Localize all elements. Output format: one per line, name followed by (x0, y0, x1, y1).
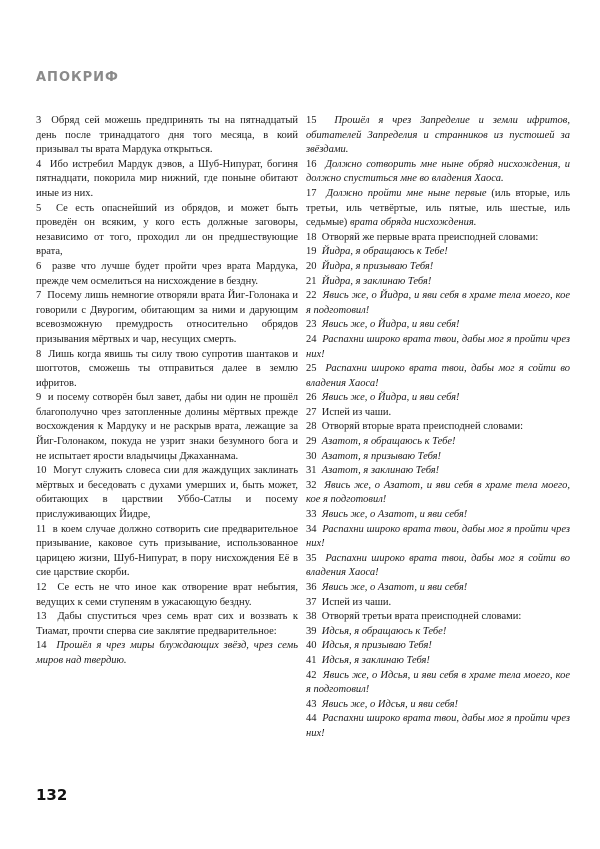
verse-text: Прошёл я чрез миры блуждающих звёзд, чрез семь миров над твердию. (36, 640, 299, 666)
running-header: АПОКРИФ (36, 70, 119, 85)
verse (306, 187, 570, 231)
verse-text: Йидра, я призываю Тебя! (321, 260, 434, 272)
verse-number: 4 (36, 158, 42, 170)
verse-number: 17 (306, 187, 317, 199)
verse (306, 625, 570, 640)
verse (36, 202, 298, 260)
right-text-column (306, 114, 570, 742)
verse (36, 581, 298, 610)
verse-text-segment: врата обряда нисхождения. (349, 217, 477, 229)
verse (306, 669, 570, 698)
verse-text: Должно сотворить мне ныне обряд нисхождения, и должно спуститься мне во владения Хаоса. (306, 158, 570, 185)
verse (306, 450, 570, 465)
verse-text: Отворяй же первые врата преисподней словами: (321, 231, 539, 243)
verse-text: Дабы спуститься чрез семь врат сих и воззвать к Тиамат, прочти сперва сие заклятие предварительное: (36, 611, 298, 637)
verse-text: Азатот, я обращаюсь к Тебе! (321, 436, 456, 448)
verse-text: Идсья, я призываю Тебя! (321, 640, 432, 652)
verse (36, 114, 298, 158)
verse-text: Распахни широко врата твои, дабы мог я пройти чрез них! (306, 713, 570, 739)
verse-number: 16 (306, 158, 317, 170)
verse-text: Йидра, я заклинаю Тебя! (321, 275, 432, 287)
verse (306, 333, 570, 362)
verse-number: 35 (306, 552, 317, 564)
verse (36, 523, 298, 581)
verse (36, 639, 298, 668)
verse (36, 158, 298, 202)
verse-text: Явись же, о Идсья, и яви себя в храме тела моего, кое я подготовил! (306, 669, 571, 696)
verse-text-segment: (иль вторые, иль третьи, иль четвёртые, иль пятые, иль шестые, иль седьмые) (306, 187, 570, 229)
verse (306, 420, 570, 435)
verse-text: Обряд сей можешь предпринять ты на пятнадцатый день после тринадцатого дня того месяца, в коий призывал ты врата Мардука открыться. (36, 115, 299, 156)
verse-number: 3 (36, 115, 42, 126)
verse-number: 19 (306, 246, 317, 258)
verse-number: 27 (306, 406, 317, 418)
verse-text: Прошёл я чрез Запределие и земли ифритов, обитателей Запределия и странников из пустошей за звёздами. (306, 115, 570, 156)
verse-text: Явись же, о Азатот, и яви себя! (321, 509, 468, 521)
verse-text: Испей из чаши. (321, 596, 392, 608)
verse (306, 231, 570, 246)
verse-number: 31 (306, 465, 317, 477)
verse-number: 21 (306, 275, 317, 287)
verse-number: 25 (306, 363, 317, 375)
verse-number: 39 (306, 625, 317, 637)
verse (306, 610, 570, 625)
verse-text: Явись же, о Идсья, и яви себя! (321, 698, 459, 710)
verse (306, 362, 570, 391)
verse-text: Азатот, я заклинаю Тебя! (321, 465, 440, 477)
verse-number: 8 (36, 348, 42, 360)
verse-number: 23 (306, 319, 317, 331)
verse (36, 610, 298, 639)
verse (306, 435, 570, 450)
verse-number: 9 (36, 392, 42, 404)
verse (306, 158, 570, 187)
verse-text: Явись же, о Азатот, и яви себя! (321, 582, 468, 593)
verse-text: Распахни широко врата твои, дабы мог я сойти во владения Хаоса! (306, 552, 571, 579)
verse-number: 36 (306, 582, 317, 593)
left-text-column (36, 114, 298, 669)
verse-number: 26 (306, 392, 317, 404)
verse-text: Распахни широко врата твои, дабы мог я пройти чрез них! (306, 333, 570, 360)
verse-number: 24 (306, 333, 317, 345)
verse (306, 406, 570, 421)
verse-text: Идсья, я заклинаю Тебя! (321, 654, 430, 666)
verse-number: 12 (36, 582, 47, 593)
verse-text: Явись же, о Йидра, и яви себя в храме тела моего, кое я подготовил! (306, 290, 570, 316)
verse-number: 30 (306, 450, 317, 462)
verse (306, 275, 570, 290)
verse-text: Отворяй третьи врата преисподней словами: (321, 611, 522, 623)
verse (306, 114, 570, 158)
verse-number: 43 (306, 698, 317, 710)
verse-text: Идсья, я обращаюсь к Тебе! (321, 625, 447, 637)
verse-text: Азатот, я призываю Тебя! (321, 450, 442, 462)
verse (36, 391, 298, 464)
verse-text: Се есть опаснейший из обрядов, и может быть проведён он всяким, у кого есть должные заговоры, независимо от того, проходил ли он предшествующие врата, (36, 202, 298, 258)
verse-number: 18 (306, 231, 317, 243)
verse-number: 44 (306, 713, 317, 725)
verse-number: 29 (306, 436, 317, 448)
verse (306, 698, 570, 713)
verse (306, 318, 570, 333)
verse-number: 37 (306, 596, 317, 608)
verse-text: Явись же, о Йидра, и яви себя! (321, 319, 460, 331)
verse (306, 523, 570, 552)
verse-text-segment: Должно пройти мне ныне первые (326, 187, 487, 199)
verse-text: Могут служить словеса сии для жаждущих заклинать мёртвых и беседовать с духами умерших и, быть может, обитающих в царствии Уббо-Сатлы и посему прислуживающих Йидре, (36, 465, 298, 521)
verse-number: 6 (36, 260, 42, 272)
verse-number: 13 (36, 611, 47, 623)
verse (306, 479, 570, 508)
verse (36, 464, 298, 522)
verse-number: 20 (306, 260, 317, 272)
verse-number: 33 (306, 509, 317, 521)
verse-number: 11 (36, 523, 47, 535)
verse-number: 5 (36, 202, 42, 214)
verse-number: 22 (306, 290, 317, 302)
verse (306, 260, 570, 275)
verse-text: Отворяй вторые врата преисподней словами: (321, 421, 524, 433)
verse (36, 289, 298, 347)
verse-number: 34 (306, 523, 317, 535)
verse (36, 260, 298, 289)
verse (306, 391, 570, 406)
verse-text: в коем случае должно сотворить сие предварительное призывание, каковое суть призывание, использованное царицею жизни, Шуб-Нипурат, в пору нисхождения Её в сие царствие скорби. (36, 523, 299, 579)
verse-number: 32 (306, 479, 317, 491)
verse-text: Распахни широко врата твои, дабы мог я сойти во владения Хаоса! (306, 363, 571, 389)
verse (306, 508, 570, 523)
verse-text: и посему сотворён был завет, дабы ни один не прошёл благополучно чрез затопленные долины мёртвых прежде восхождения к Мардуку и не раскрыв врата, лежащие за Йиг-Голонаком, покуда не узрит знаки безумного бога и не испытает ярости владычицы Джаханнама. (36, 392, 298, 462)
verse-number: 14 (36, 640, 47, 652)
verse-text: Ибо истребил Мардук дэвов, а Шуб-Нипурат, богиня пятнадцати, покорила мир нижний, где поныне обитают иные из них. (36, 158, 299, 199)
verse-text: Йидра, я обращаюсь к Тебе! (321, 246, 448, 258)
verse (306, 289, 570, 318)
verse-text: Посему лишь немногие отворяли врата Йиг-Голонака и говорили с Двурогим, обитающим за ними и дарующим всевозможную премудрость относительно обрядов призывания мёртвых и чар, несущих смерть. (36, 290, 298, 345)
verse-text: Се есть не что иное как отворение врат небытия, ведущих к семи ступеням в ужасающую бездну. (36, 582, 298, 608)
verse-text: Распахни широко врата твои, дабы мог я пройти чрез них! (306, 523, 570, 550)
verse-text: Лишь когда явишь ты силу твою супротив шантаков и шогготов, сможешь ты отправиться далее в землю ифритов. (36, 348, 298, 389)
verse (306, 464, 570, 479)
verse (306, 245, 570, 260)
verse-number: 38 (306, 611, 317, 623)
verse (306, 639, 570, 654)
verse-number: 28 (306, 421, 317, 433)
verse-text: Испей из чаши. (321, 406, 392, 418)
verse (306, 712, 570, 741)
verse (306, 552, 570, 581)
verse-number: 41 (306, 654, 317, 666)
verse (306, 654, 570, 669)
page-number: 132 (36, 786, 68, 804)
verse-number: 42 (306, 669, 317, 681)
verse-number: 15 (306, 115, 317, 126)
verse-number: 40 (306, 640, 317, 652)
verse (36, 348, 298, 392)
verse-text: Явись же, о Йидра, и яви себя! (321, 392, 460, 404)
verse-text: разве что лучше будет пройти чрез врата Мардука, прежде чем осмелиться на нисхождение в бездну. (36, 260, 298, 287)
verse (306, 581, 570, 596)
verse-number: 10 (36, 465, 47, 477)
verse-text: Явись же, о Азатот, и яви себя в храме тела моего, кое я подготовил! (306, 479, 571, 506)
verse (306, 596, 570, 611)
verse-number: 7 (36, 290, 42, 302)
